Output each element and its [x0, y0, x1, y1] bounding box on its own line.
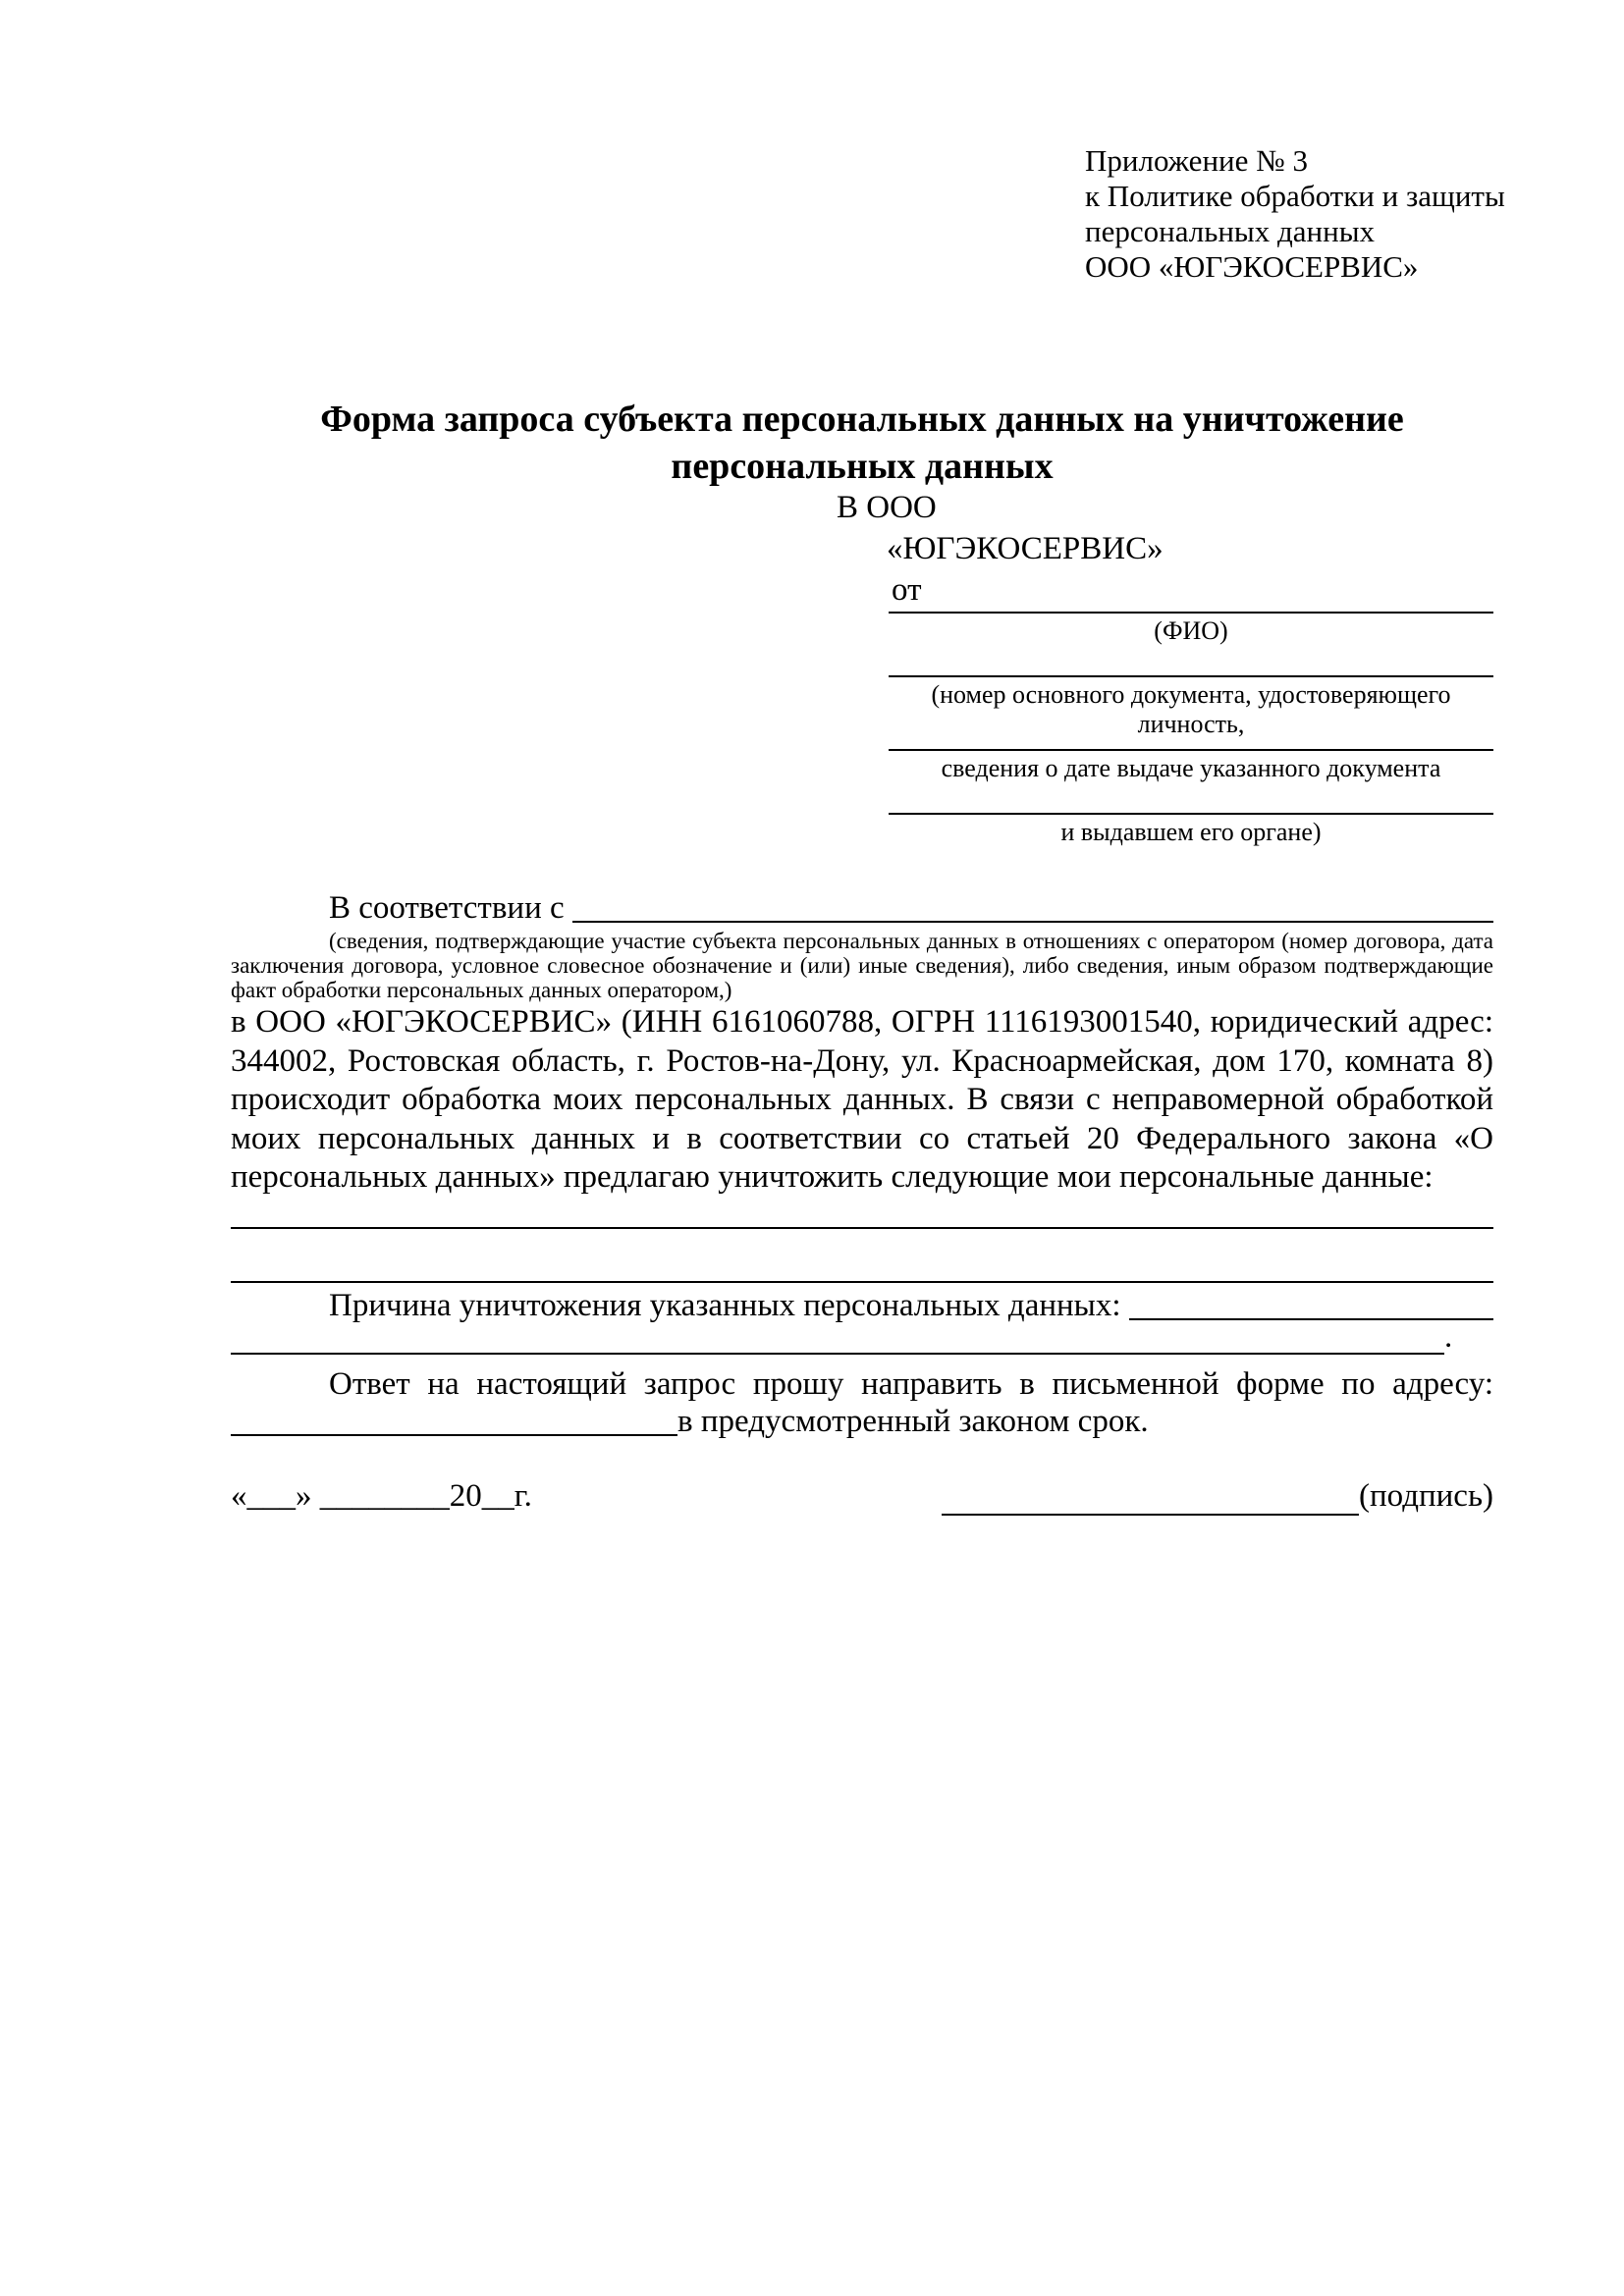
date-blank-text[interactable]: «___» ________20__г. [231, 1478, 532, 1514]
signature-field-line[interactable] [942, 1480, 1359, 1516]
issuing-authority-field-line[interactable] [889, 813, 1493, 847]
date-signature-row [231, 1472, 1493, 1516]
document-title-line-2: персональных данных [671, 446, 1054, 487]
document-title-line-1: Форма запроса субъекта персональных данных на уничтожение [320, 399, 1404, 440]
issue-date-field-line[interactable] [889, 749, 1493, 783]
issue-date-field-caption: сведения о дате выдаче указанного документа [941, 754, 1441, 782]
response-address-row [231, 1402, 1493, 1441]
body-paragraph: в ООО «ЮГЭКОСЕРВИС» (ИНН 6161060788, ОГРН 1116193001540, юридический адрес: 344002, Ростовская область, г. Ростов-на-Дону, ул. Красноармейская, дом 170, комната 8) происходит обработка моих персональных данных. В связи с неправомерной обработкой моих персональных данных и в соответствии со статьей 20 Федерального закона «О персональных данных» предлагаю уничтожить следующие мои персональные данные: [231, 1004, 1493, 1195]
reason-continuation-row [231, 1319, 1493, 1355]
issuing-authority-field-caption: и выдавшем его органе) [1060, 818, 1322, 846]
accordance-row [231, 888, 1493, 928]
appendix-header [1085, 143, 1537, 285]
addressee-company-type: В ООО [837, 490, 937, 525]
response-paragraph: Ответ на настоящий запрос прошу направить в письменной форме по адресу: [329, 1366, 1493, 1402]
document-title [231, 396, 1493, 490]
appendix-line-3: персональных данных [1085, 214, 1376, 248]
appendix-line-2: к Политике обработки и защиты [1085, 179, 1505, 213]
fio-field-line[interactable] [889, 612, 1493, 646]
accordance-footnote: (сведения, подтверждающие участие субъекта персональных данных в отношениях с оператором (номер договора, дата заключения договора, условное словесное обозначение и (или) иные сведения), либо сведения, иным образом подтверждающие факт обработки персональных данных оператором,) [231, 929, 1493, 1002]
address-field-line[interactable] [231, 1402, 677, 1436]
accordance-lead-text: В соответствии с [329, 890, 572, 926]
personal-data-field-line-1[interactable] [231, 1192, 1493, 1229]
appendix-line-4: ООО «ЮГЭКОСЕРВИС» [1085, 249, 1419, 284]
accordance-field-line[interactable] [572, 888, 1493, 923]
signature-group [942, 1476, 1493, 1516]
document-number-field-caption: (номер основного документа, удостоверяющего личность, [931, 680, 1451, 738]
period-text: . [1444, 1319, 1453, 1355]
reason-field-line-2[interactable] [231, 1319, 1444, 1355]
reason-label: Причина уничтожения указанных персональных данных: [329, 1288, 1129, 1323]
fio-field-caption: (ФИО) [1154, 616, 1228, 645]
addressee-from-label: от [892, 572, 922, 608]
reason-field-line[interactable] [1129, 1286, 1493, 1320]
appendix-line-1: Приложение № 3 [1085, 143, 1308, 178]
document-number-field-line[interactable] [889, 675, 1493, 739]
signature-caption: (подпись) [1359, 1478, 1493, 1514]
addressee-company-name: «ЮГЭКОСЕРВИС» [887, 531, 1164, 566]
response-suffix-text: в предусмотренный законом срок. [677, 1404, 1149, 1439]
personal-data-field-line-2[interactable] [231, 1246, 1493, 1283]
